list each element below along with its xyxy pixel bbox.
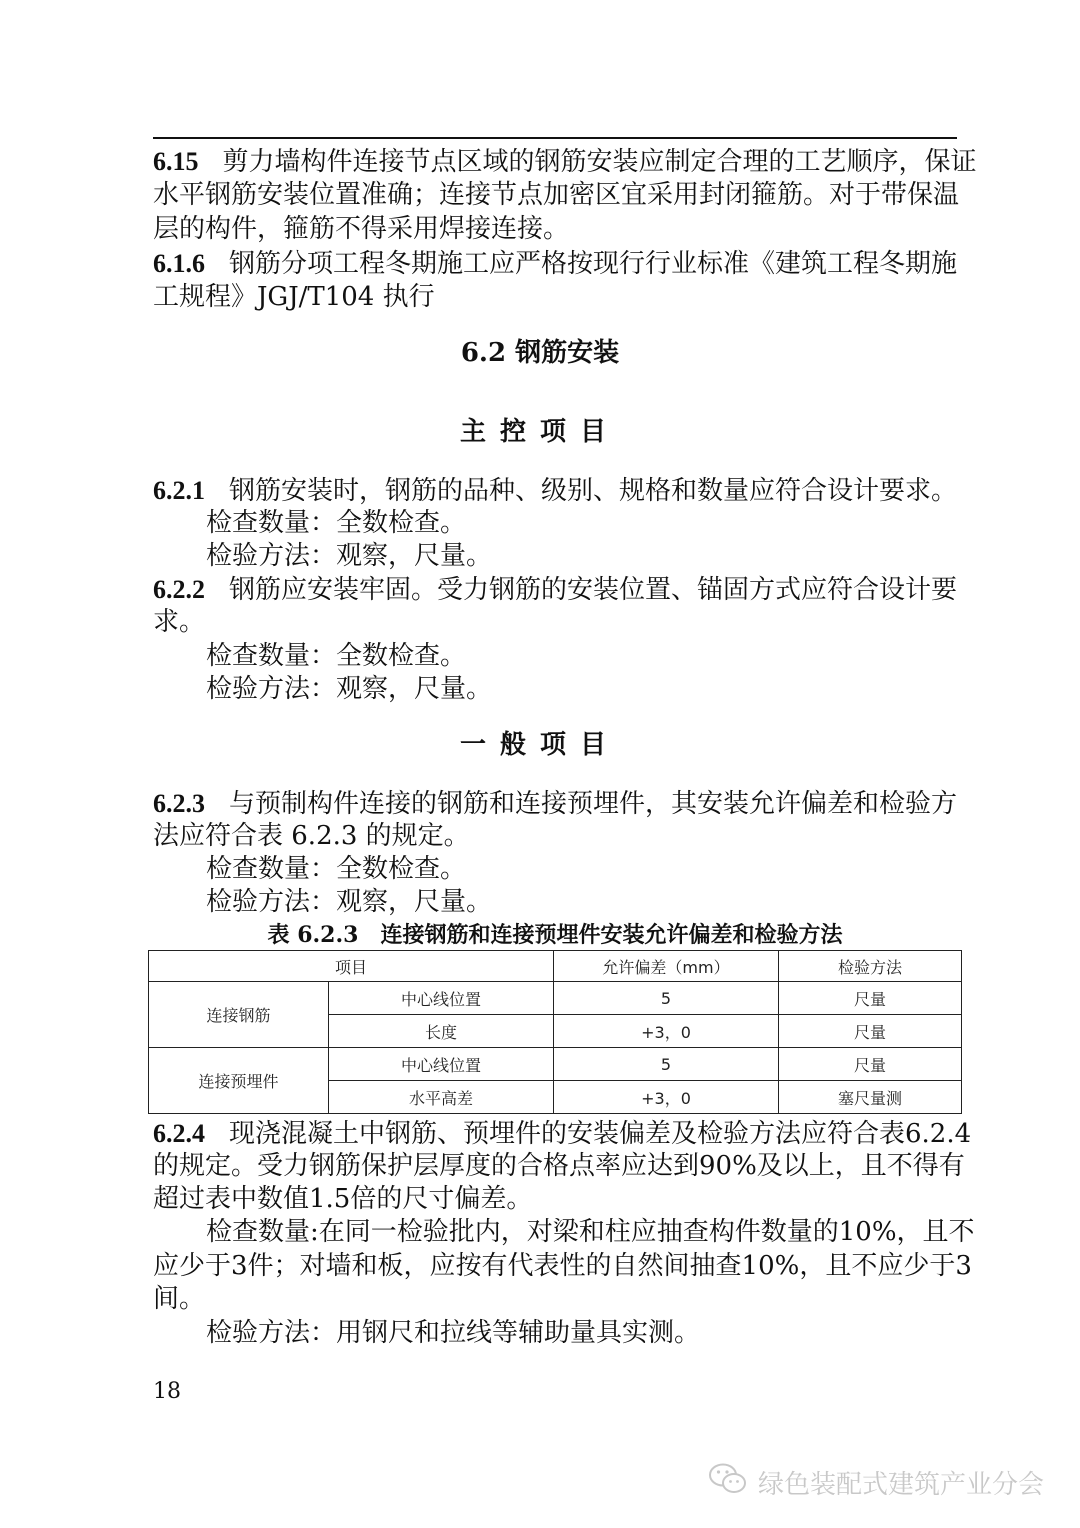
table-header-row <box>149 951 962 982</box>
clause-text: 与预制构件连接的钢筋和连接预埋件，其安装允许偏差和检验方 <box>229 789 958 819</box>
table-caption <box>150 920 960 950</box>
table-row <box>149 1048 962 1081</box>
clause-number: 6.15 <box>153 147 199 176</box>
clause-6-15-line2: 水平钢筋安装位置准确；连接节点加密区宜采用封闭箍筋。对于带保温 <box>153 180 960 210</box>
wechat-icon <box>708 1462 748 1503</box>
clause-6-2-4-qty1: 检查数量:在同一检验批内，对梁和柱应抽查构件数量的10%，且不 <box>206 1217 975 1247</box>
clause-6-2-4-qty3: 间。 <box>153 1284 206 1314</box>
tolerance-table <box>148 950 962 1114</box>
method-value: 尺量 <box>779 982 962 1015</box>
clause-6-2-3-method: 检验方法：观察，尺量。 <box>206 887 493 917</box>
clause-6-1-6-line1 <box>153 247 963 281</box>
watermark-text: 绿色装配式建筑产业分会 <box>757 1470 1044 1500</box>
method-value: 尺量 <box>779 1015 962 1048</box>
table-caption-title: 连接钢筋和连接预埋件安装允许偏差和检验方法 <box>380 922 843 948</box>
clause-6-2-4-method: 检验方法：用钢尺和拉线等辅助量具实测。 <box>206 1318 701 1348</box>
tolerance-value: +3，0 <box>554 1081 779 1114</box>
clause-6-2-2-line1 <box>153 573 963 607</box>
sub-item: 水平高差 <box>329 1081 554 1114</box>
clause-6-2-1-method: 检验方法：观察，尺量。 <box>206 541 493 571</box>
clause-6-2-1-line1 <box>153 474 963 508</box>
clause-6-2-2-method: 检验方法：观察，尺量。 <box>206 674 493 704</box>
section-title: 6.2 钢筋安装 <box>460 338 620 368</box>
clause-number: 6.2.4 <box>153 1119 205 1148</box>
watermark <box>708 1462 1044 1503</box>
clause-text: 钢筋应安装牢固。受力钢筋的安装位置、锚固方式应符合设计要 <box>229 575 958 605</box>
sub-item: 中心线位置 <box>329 982 554 1015</box>
table-caption-number: 表 6.2.3 <box>267 922 359 948</box>
group-name: 连接钢筋 <box>149 982 329 1048</box>
header-tolerance: 允许偏差（mm） <box>554 951 779 982</box>
page-number: 18 <box>153 1379 181 1404</box>
clause-6-2-4-line2: 的规定。受力钢筋保护层厚度的合格点率应达到90%及以上，且不得有 <box>153 1151 965 1181</box>
clause-text: 钢筋安装时，钢筋的品种、级别、规格和数量应符合设计要求。 <box>229 476 958 506</box>
general-items-heading: 一般项目 <box>459 730 620 760</box>
clause-6-2-4-qty2: 应少于3件；对墙和板，应按有代表性的自然间抽查10%，且不应少于3 <box>153 1251 972 1281</box>
table-row <box>149 982 962 1015</box>
sub-item: 中心线位置 <box>329 1048 554 1081</box>
header-item: 项目 <box>149 951 554 982</box>
clause-6-2-3-line2: 法应符合表 6.2.3 的规定。 <box>153 821 470 851</box>
clause-6-15-line3: 层的构件，箍筋不得采用焊接连接。 <box>153 214 570 244</box>
clause-6-2-4-line3: 超过表中数值1.5倍的尺寸偏差。 <box>153 1184 533 1214</box>
clause-number: 6.1.6 <box>153 249 205 278</box>
clause-6-2-2-line2: 求。 <box>153 607 206 637</box>
clause-number: 6.2.2 <box>153 575 205 604</box>
group-name: 连接预埋件 <box>149 1048 329 1114</box>
clause-6-1-6-line2: 工规程》JGJ/T104 执行 <box>153 282 435 312</box>
clause-6-2-3-line1 <box>153 787 963 821</box>
tolerance-value: 5 <box>554 982 779 1015</box>
clause-text: 现浇混凝土中钢筋、预埋件的安装偏差及检验方法应符合表6.2.4 <box>229 1119 972 1149</box>
clause-6-2-3-qty: 检查数量：全数检查。 <box>206 854 467 884</box>
clause-6-15-line1 <box>153 145 977 179</box>
tolerance-value: +3，0 <box>554 1015 779 1048</box>
main-items-heading: 主控项目 <box>459 417 620 447</box>
clause-text: 剪力墙构件连接节点区域的钢筋安装应制定合理的工艺顺序，保证 <box>222 147 977 177</box>
clause-6-2-4-line1 <box>153 1117 972 1151</box>
method-value: 尺量 <box>779 1048 962 1081</box>
header-rule <box>153 137 957 139</box>
sub-item: 长度 <box>329 1015 554 1048</box>
method-value: 塞尺量测 <box>779 1081 962 1114</box>
header-method: 检验方法 <box>779 951 962 982</box>
clause-text: 钢筋分项工程冬期施工应严格按现行行业标准《建筑工程冬期施 <box>229 249 958 279</box>
clause-6-2-1-qty: 检查数量：全数检查。 <box>206 508 467 538</box>
tolerance-value: 5 <box>554 1048 779 1081</box>
clause-number: 6.2.3 <box>153 789 205 818</box>
clause-6-2-2-qty: 检查数量：全数检查。 <box>206 641 467 671</box>
clause-number: 6.2.1 <box>153 476 205 505</box>
